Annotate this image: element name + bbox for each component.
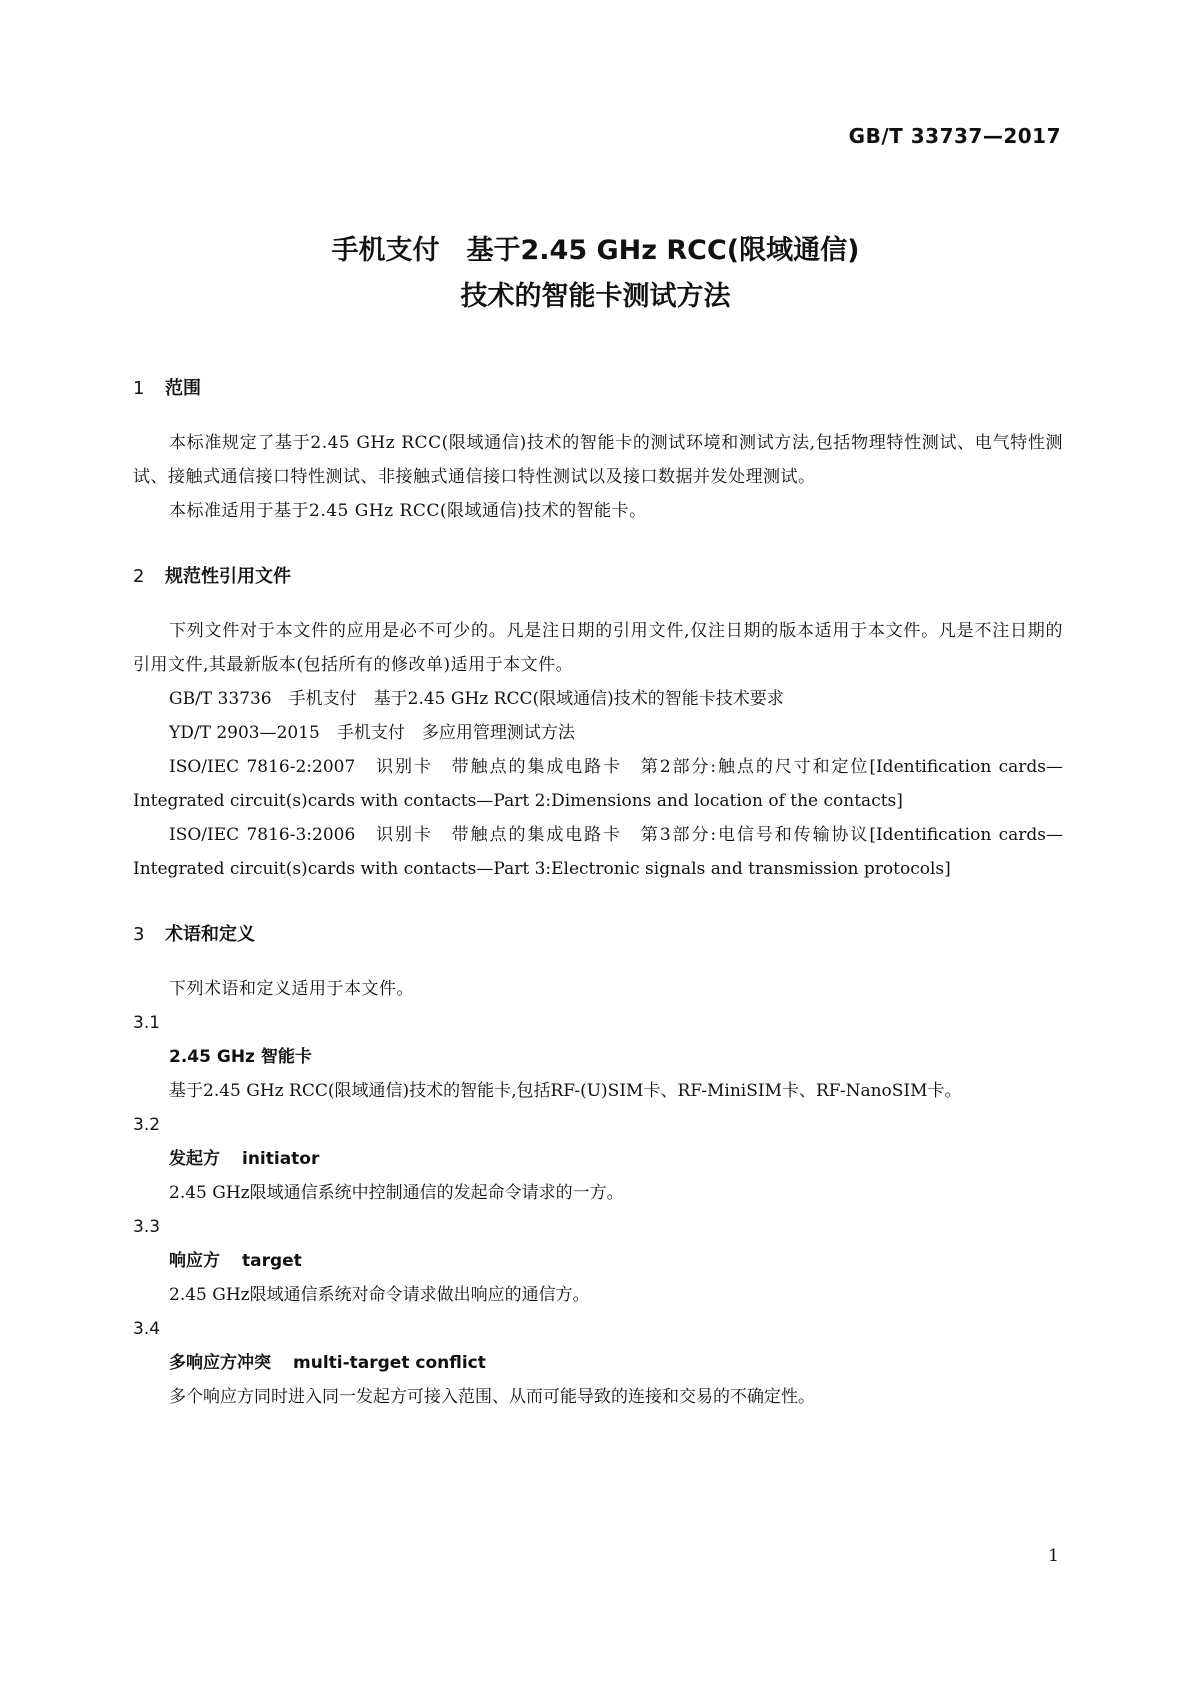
paragraph: 下列文件对于本文件的应用是必不可少的。凡是注日期的引用文件,仅注日期的版本适用于本文件。凡是不注日期的引用文件,其最新版本(包括所有的修改单)适用于本文件。 <box>133 621 1063 675</box>
term-number: 3.4 <box>133 1319 161 1339</box>
term-name-en: multi-target conflict <box>293 1353 486 1373</box>
section-number: 3 <box>133 924 145 945</box>
section-number: 1 <box>133 378 145 399</box>
term-entry <box>133 1210 1063 1312</box>
paragraph: 本标准适用于基于2.45 GHz RCC(限域通信)技术的智能卡。 <box>169 501 647 521</box>
term-name <box>133 1244 1063 1278</box>
paragraph: 下列术语和定义适用于本文件。 <box>169 979 414 999</box>
section-2-heading <box>133 562 1063 588</box>
term-name-zh: 多响应方冲突 <box>169 1353 271 1373</box>
term-name-en: initiator <box>242 1149 320 1169</box>
term-definition: 多个响应方同时进入同一发起方可接入范围、从而可能导致的连接和交易的不确定性。 <box>169 1387 815 1407</box>
term-entry <box>133 1006 1063 1108</box>
section-title: 术语和定义 <box>165 924 255 945</box>
term-name <box>133 1346 1063 1380</box>
section-title: 范围 <box>165 378 201 399</box>
term-name <box>133 1040 1063 1074</box>
title-line-1: 手机支付 基于2.45 GHz RCC(限域通信) <box>331 235 860 266</box>
document-title <box>0 228 1191 320</box>
document-body <box>133 374 1063 1414</box>
term-definition: 基于2.45 GHz RCC(限域通信)技术的智能卡,包括RF-(U)SIM卡、RF-MiniSIM卡、RF-NanoSIM卡。 <box>169 1081 962 1101</box>
section-1-heading <box>133 374 1063 400</box>
section-3-heading <box>133 920 1063 946</box>
term-number: 3.2 <box>133 1115 161 1135</box>
term-number: 3.1 <box>133 1013 161 1033</box>
term-entry <box>133 1108 1063 1210</box>
title-line-2: 技术的智能卡测试方法 <box>460 281 731 312</box>
term-name <box>133 1142 1063 1176</box>
term-entry <box>133 1312 1063 1414</box>
page-number: 1 <box>1048 1546 1059 1566</box>
reference-item: ISO/IEC 7816-3:2006 识别卡 带触点的集成电路卡 第3部分:电信号和传输协议[Identification cards—Integrated circuit(s)cards with contacts—Part 3:Electronic signals and transmission protocols] <box>133 825 1063 879</box>
reference-item: ISO/IEC 7816-2:2007 识别卡 带触点的集成电路卡 第2部分:触点的尺寸和定位[Identification cards—Integrated circuit(s)cards with contacts—Part 2:Dimensions and location of the contacts] <box>133 757 1063 811</box>
section-number: 2 <box>133 566 145 587</box>
term-name-zh: 发起方 <box>169 1149 220 1169</box>
standard-code: GB/T 33737—2017 <box>848 124 1061 148</box>
term-name-zh: 响应方 <box>169 1251 220 1271</box>
term-number: 3.3 <box>133 1217 161 1237</box>
term-name-en: target <box>242 1251 302 1271</box>
term-definition: 2.45 GHz限域通信系统中控制通信的发起命令请求的一方。 <box>169 1183 624 1203</box>
reference-item: YD/T 2903—2015 手机支付 多应用管理测试方法 <box>169 723 575 743</box>
section-title: 规范性引用文件 <box>165 566 291 587</box>
term-name-zh: 2.45 GHz 智能卡 <box>169 1047 312 1067</box>
term-definition: 2.45 GHz限域通信系统对命令请求做出响应的通信方。 <box>169 1285 590 1305</box>
paragraph: 本标准规定了基于2.45 GHz RCC(限域通信)技术的智能卡的测试环境和测试方法,包括物理特性测试、电气特性测试、接触式通信接口特性测试、非接触式通信接口特性测试以及接口数据并发处理测试。 <box>133 433 1063 487</box>
reference-item: GB/T 33736 手机支付 基于2.45 GHz RCC(限域通信)技术的智能卡技术要求 <box>169 689 784 709</box>
